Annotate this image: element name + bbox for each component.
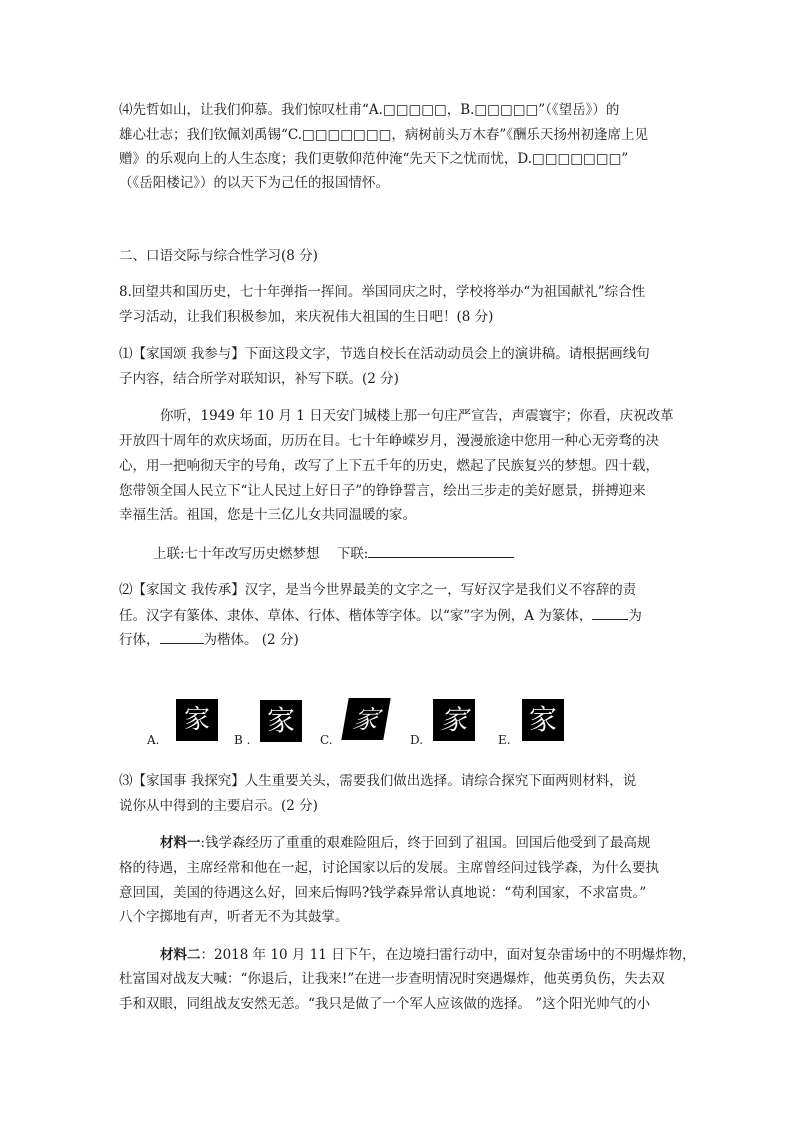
option-c-glyph: 家 <box>341 698 390 740</box>
part2-line-3-tail: 为楷体。 (2 分) <box>203 632 299 648</box>
q4-line-2: 雄心壮志；我们钦佩刘禹锡“C.□□□□□□□，病树前头万木春”《酬乐天扬州初逢席上见 <box>119 127 648 143</box>
part2-line-2 <box>119 605 642 625</box>
q8-line-1: 8.回望共和国历史，七十年弹指一挥间。举国同庆之时，学校将举办“为祖国献礼”综合性 <box>119 284 646 300</box>
part2-line-1: ⑵【家国文 我传承】汉字，是当今世界最美的文字之一，写好汉字是我们义不容辞的责 <box>119 582 637 598</box>
material2-line-3: 手和双眼，同组战友安然无恙。“我只是做了一个军人应该做的选择。 ”这个阳光帅气的小 <box>119 996 651 1012</box>
speech-line-4: 您带领全国人民立下“让人民过上好日子”的铮铮誓言，绘出三步走的美好愿景，拼搏迎来 <box>119 483 646 499</box>
part2-line-2-tail: 为 <box>628 608 642 624</box>
material2-line-2: 杜富国对战友大喊：“你退后，让我来!”在进一步查明情况时突遇爆炸，他英勇负伤，失去双 <box>119 971 665 987</box>
q8-line-2: 学习活动，让我们积极参加，来庆祝伟大祖国的生日吧！(8 分) <box>119 309 494 325</box>
part1-line-2: 子内容，结合所学对联知识，补写下联。(2 分) <box>119 371 399 387</box>
option-d-label: D. <box>410 733 424 747</box>
regular-answer-blank[interactable] <box>160 629 204 644</box>
speech-line-3: 心，用一把响彻天宇的号角，改写了上下五千年的历史，燃起了民族复兴的梦想。四十载， <box>119 458 659 474</box>
option-a-label: A. <box>147 733 160 747</box>
material1-line-2: 格的待遇，主席经常和他在一起，讨论国家以后的发展。主席曾经问过钱学森，为什么要执 <box>119 860 659 876</box>
cursive-answer-blank[interactable] <box>592 605 628 620</box>
couplet-answer-blank[interactable] <box>368 543 514 558</box>
option-c-label: C. <box>320 733 333 747</box>
part2-line-3-text: 行体， <box>119 632 160 648</box>
couplet-upper: 上联:七十年改写历史燃梦想 <box>153 546 320 562</box>
material2-label: 材料二 <box>160 947 201 963</box>
couplet-lower-label: 下联: <box>336 546 369 562</box>
material2-line-1 <box>160 946 696 964</box>
part2-line-3 <box>119 629 299 649</box>
part1-line-1: ⑴【家国颂 我参与】下面这段文字，节选自校长在活动动员会上的演讲稿。请根据画线句 <box>119 346 650 362</box>
option-a-glyph: 家 <box>176 699 218 741</box>
part2-line-2-text: 任。汉字有篆体、隶体、草体、行体、楷体等字体。以“家”字为例，A 为篆体， <box>119 608 593 624</box>
option-b-glyph: 家 <box>260 700 302 742</box>
section-heading: 二、口语交际与综合性学习(8 分) <box>119 248 318 264</box>
material1-line-4: 八个字掷地有声，听者无不为其鼓掌。 <box>119 909 349 925</box>
material2-text: ：2018 年 10 月 11 日下午，在边境扫雷行动中，面对复杂雷场中的不明爆炸物， <box>200 947 696 963</box>
material1-label: 材料一 <box>160 835 201 851</box>
option-e-label: E. <box>498 733 511 747</box>
q4-line-4: （《岳阳楼记》）的以天下为己任的报国情怀。 <box>119 175 389 191</box>
speech-line-1: 你听，1949 年 10 月 1 日天安门城楼上那一句庄严宣告，声震寰宇；你看，庆祝改革 <box>160 408 674 424</box>
part3-line-2: 说你从中得到的主要启示。(2 分) <box>119 798 318 814</box>
part3-line-1: ⑶【家国事 我探究】人生重要关头，需要我们做出选择。请综合探究下面两则材料，说 <box>119 773 637 789</box>
speech-line-2: 开放四十周年的欢庆场面，历历在目。七十年峥嵘岁月，漫漫旅途中您用一种心无旁骛的决 <box>119 433 659 449</box>
option-b-label: B . <box>234 733 251 747</box>
couplet-line <box>153 543 514 563</box>
q4-line-3: 赠》的乐观向上的人生态度；我们更敬仰范仲淹“先天下之忧而忧，D.□□□□□□□” <box>119 151 629 167</box>
material1-line-1 <box>160 834 651 852</box>
option-d-glyph: 家 <box>433 699 475 741</box>
material1-text: :钱学森经历了重重的艰难险阻后，终于回到了祖国。回国后他受到了最高规 <box>200 835 651 851</box>
q4-line-1: ⑷先哲如山，让我们仰慕。我们惊叹杜甫“A.□□□□□，B.□□□□□”（《望岳》）的 <box>119 102 620 118</box>
material1-line-3: 意回国，美国的待遇这么好，回来后悔吗?钱学森异常认真地说：“苟利国家，不求富贵。” <box>119 885 647 901</box>
speech-line-5: 幸福生活。祖国，您是十三亿儿女共同温暖的家。 <box>119 507 416 523</box>
option-e-glyph: 家 <box>522 699 564 741</box>
